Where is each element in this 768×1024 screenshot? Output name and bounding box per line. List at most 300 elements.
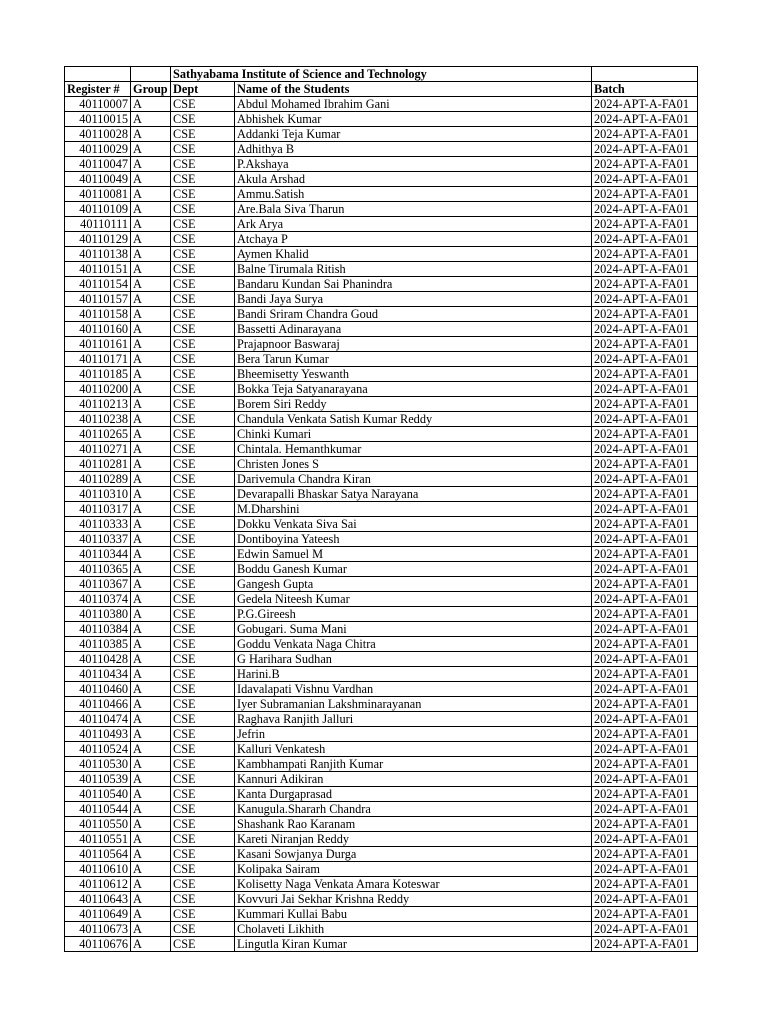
group-cell: A (131, 607, 171, 622)
batch-cell: 2024-APT-A-FA01 (592, 352, 698, 367)
batch-cell: 2024-APT-A-FA01 (592, 217, 698, 232)
table-row (65, 502, 698, 517)
dept-cell: CSE (171, 157, 235, 172)
name-cell: Bandi Sriram Chandra Goud (235, 307, 592, 322)
batch-cell: 2024-APT-A-FA01 (592, 907, 698, 922)
register-cell: 40110238 (65, 412, 131, 427)
batch-cell: 2024-APT-A-FA01 (592, 697, 698, 712)
dept-cell: CSE (171, 622, 235, 637)
name-cell: Bassetti Adinarayana (235, 322, 592, 337)
group-cell: A (131, 442, 171, 457)
table-row (65, 877, 698, 892)
table-row (65, 172, 698, 187)
group-cell: A (131, 97, 171, 112)
table-row (65, 712, 698, 727)
register-cell: 40110015 (65, 112, 131, 127)
group-cell: A (131, 187, 171, 202)
group-cell: A (131, 547, 171, 562)
register-cell: 40110337 (65, 532, 131, 547)
name-cell: Kanta Durgaprasad (235, 787, 592, 802)
batch-cell: 2024-APT-A-FA01 (592, 427, 698, 442)
register-cell: 40110551 (65, 832, 131, 847)
group-cell: A (131, 667, 171, 682)
dept-cell: CSE (171, 232, 235, 247)
student-table-body (65, 67, 698, 952)
dept-cell: CSE (171, 292, 235, 307)
table-row (65, 322, 698, 337)
batch-cell: 2024-APT-A-FA01 (592, 847, 698, 862)
header-batch: Batch (592, 82, 698, 97)
table-row (65, 202, 698, 217)
batch-cell: 2024-APT-A-FA01 (592, 802, 698, 817)
register-cell: 40110649 (65, 907, 131, 922)
batch-cell: 2024-APT-A-FA01 (592, 112, 698, 127)
name-cell: Boddu Ganesh Kumar (235, 562, 592, 577)
group-cell: A (131, 352, 171, 367)
register-cell: 40110344 (65, 547, 131, 562)
table-row (65, 382, 698, 397)
name-cell: Chinki Kumari (235, 427, 592, 442)
table-row (65, 637, 698, 652)
name-cell: Darivemula Chandra Kiran (235, 472, 592, 487)
dept-cell: CSE (171, 127, 235, 142)
dept-cell: CSE (171, 307, 235, 322)
group-cell: A (131, 502, 171, 517)
table-row (65, 817, 698, 832)
register-cell: 40110160 (65, 322, 131, 337)
header-name: Name of the Students (235, 82, 592, 97)
dept-cell: CSE (171, 352, 235, 367)
name-cell: Kalluri Venkatesh (235, 742, 592, 757)
register-cell: 40110544 (65, 802, 131, 817)
group-cell: A (131, 277, 171, 292)
name-cell: Idavalapati Vishnu Vardhan (235, 682, 592, 697)
group-cell: A (131, 892, 171, 907)
group-cell: A (131, 742, 171, 757)
batch-cell: 2024-APT-A-FA01 (592, 127, 698, 142)
table-row (65, 277, 698, 292)
table-row (65, 157, 698, 172)
group-cell: A (131, 112, 171, 127)
dept-cell: CSE (171, 427, 235, 442)
batch-cell: 2024-APT-A-FA01 (592, 757, 698, 772)
table-row (65, 847, 698, 862)
name-cell: Kanugula.Shararh Chandra (235, 802, 592, 817)
table-row (65, 652, 698, 667)
register-cell: 40110185 (65, 367, 131, 382)
name-cell: Jefrin (235, 727, 592, 742)
name-cell: Atchaya P (235, 232, 592, 247)
table-row (65, 697, 698, 712)
group-cell: A (131, 247, 171, 262)
batch-cell: 2024-APT-A-FA01 (592, 517, 698, 532)
dept-cell: CSE (171, 772, 235, 787)
batch-cell: 2024-APT-A-FA01 (592, 367, 698, 382)
table-row (65, 547, 698, 562)
batch-cell: 2024-APT-A-FA01 (592, 817, 698, 832)
group-cell: A (131, 922, 171, 937)
group-cell: A (131, 427, 171, 442)
name-cell: Devarapalli Bhaskar Satya Narayana (235, 487, 592, 502)
name-cell: Gobugari. Suma Mani (235, 622, 592, 637)
batch-cell: 2024-APT-A-FA01 (592, 487, 698, 502)
table-row (65, 787, 698, 802)
table-row (65, 742, 698, 757)
name-cell: Kasani Sowjanya Durga (235, 847, 592, 862)
group-cell: A (131, 562, 171, 577)
table-row (65, 607, 698, 622)
table-row (65, 472, 698, 487)
register-cell: 40110380 (65, 607, 131, 622)
name-cell: Raghava Ranjith Jalluri (235, 712, 592, 727)
name-cell: Kambhampati Ranjith Kumar (235, 757, 592, 772)
table-row (65, 442, 698, 457)
dept-cell: CSE (171, 577, 235, 592)
table-row (65, 622, 698, 637)
name-cell: Chandula Venkata Satish Kumar Reddy (235, 412, 592, 427)
name-cell: M.Dharshini (235, 502, 592, 517)
batch-cell: 2024-APT-A-FA01 (592, 547, 698, 562)
dept-cell: CSE (171, 652, 235, 667)
name-cell: Prajapnoor Baswaraj (235, 337, 592, 352)
name-cell: Edwin Samuel M (235, 547, 592, 562)
dept-cell: CSE (171, 907, 235, 922)
batch-cell: 2024-APT-A-FA01 (592, 622, 698, 637)
dept-cell: CSE (171, 862, 235, 877)
group-cell: A (131, 847, 171, 862)
group-cell: A (131, 652, 171, 667)
group-cell: A (131, 772, 171, 787)
register-cell: 40110676 (65, 937, 131, 952)
batch-cell: 2024-APT-A-FA01 (592, 247, 698, 262)
header-register: Register # (65, 82, 131, 97)
table-row (65, 487, 698, 502)
title-blank-cell (592, 67, 698, 82)
group-cell: A (131, 337, 171, 352)
register-cell: 40110530 (65, 757, 131, 772)
batch-cell: 2024-APT-A-FA01 (592, 457, 698, 472)
group-cell: A (131, 262, 171, 277)
register-cell: 40110158 (65, 307, 131, 322)
group-cell: A (131, 877, 171, 892)
batch-cell: 2024-APT-A-FA01 (592, 877, 698, 892)
batch-cell: 2024-APT-A-FA01 (592, 772, 698, 787)
group-cell: A (131, 907, 171, 922)
batch-cell: 2024-APT-A-FA01 (592, 562, 698, 577)
name-cell: Harini.B (235, 667, 592, 682)
table-row (65, 127, 698, 142)
dept-cell: CSE (171, 787, 235, 802)
batch-cell: 2024-APT-A-FA01 (592, 262, 698, 277)
name-cell: Dontiboyina Yateesh (235, 532, 592, 547)
name-cell: Gangesh Gupta (235, 577, 592, 592)
batch-cell: 2024-APT-A-FA01 (592, 337, 698, 352)
dept-cell: CSE (171, 487, 235, 502)
name-cell: Bandaru Kundan Sai Phanindra (235, 277, 592, 292)
batch-cell: 2024-APT-A-FA01 (592, 607, 698, 622)
name-cell: Abdul Mohamed Ibrahim Gani (235, 97, 592, 112)
dept-cell: CSE (171, 472, 235, 487)
table-row (65, 367, 698, 382)
dept-cell: CSE (171, 337, 235, 352)
group-cell: A (131, 727, 171, 742)
register-cell: 40110129 (65, 232, 131, 247)
register-cell: 40110643 (65, 892, 131, 907)
batch-cell: 2024-APT-A-FA01 (592, 232, 698, 247)
register-cell: 40110151 (65, 262, 131, 277)
name-cell: Ammu.Satish (235, 187, 592, 202)
register-cell: 40110281 (65, 457, 131, 472)
name-cell: Are.Bala Siva Tharun (235, 202, 592, 217)
name-cell: Kovvuri Jai Sekhar Krishna Reddy (235, 892, 592, 907)
batch-cell: 2024-APT-A-FA01 (592, 637, 698, 652)
dept-cell: CSE (171, 742, 235, 757)
name-cell: Iyer Subramanian Lakshminarayanan (235, 697, 592, 712)
name-cell: Addanki Teja Kumar (235, 127, 592, 142)
name-cell: Kolipaka Sairam (235, 862, 592, 877)
dept-cell: CSE (171, 697, 235, 712)
dept-cell: CSE (171, 607, 235, 622)
register-cell: 40110265 (65, 427, 131, 442)
title-blank-cell (65, 67, 131, 82)
name-cell: Balne Tirumala Ritish (235, 262, 592, 277)
group-cell: A (131, 937, 171, 952)
group-cell: A (131, 232, 171, 247)
name-cell: Cholaveti Likhith (235, 922, 592, 937)
batch-cell: 2024-APT-A-FA01 (592, 832, 698, 847)
group-cell: A (131, 622, 171, 637)
batch-cell: 2024-APT-A-FA01 (592, 922, 698, 937)
register-cell: 40110049 (65, 172, 131, 187)
dept-cell: CSE (171, 367, 235, 382)
table-row (65, 592, 698, 607)
dept-cell: CSE (171, 112, 235, 127)
table-row (65, 517, 698, 532)
register-cell: 40110434 (65, 667, 131, 682)
register-cell: 40110493 (65, 727, 131, 742)
table-row (65, 337, 698, 352)
register-cell: 40110524 (65, 742, 131, 757)
dept-cell: CSE (171, 457, 235, 472)
table-row (65, 427, 698, 442)
table-row (65, 667, 698, 682)
title-blank-cell (131, 67, 171, 82)
table-row (65, 232, 698, 247)
batch-cell: 2024-APT-A-FA01 (592, 532, 698, 547)
batch-cell: 2024-APT-A-FA01 (592, 667, 698, 682)
batch-cell: 2024-APT-A-FA01 (592, 277, 698, 292)
register-cell: 40110612 (65, 877, 131, 892)
student-table (64, 66, 698, 952)
register-cell: 40110564 (65, 847, 131, 862)
register-cell: 40110081 (65, 187, 131, 202)
name-cell: Bokka Teja Satyanarayana (235, 382, 592, 397)
table-row (65, 757, 698, 772)
name-cell: Christen Jones S (235, 457, 592, 472)
batch-cell: 2024-APT-A-FA01 (592, 577, 698, 592)
group-cell: A (131, 457, 171, 472)
group-cell: A (131, 682, 171, 697)
batch-cell: 2024-APT-A-FA01 (592, 202, 698, 217)
table-row (65, 832, 698, 847)
register-cell: 40110213 (65, 397, 131, 412)
register-cell: 40110474 (65, 712, 131, 727)
group-cell: A (131, 217, 171, 232)
dept-cell: CSE (171, 247, 235, 262)
table-row (65, 142, 698, 157)
name-cell: Ark Arya (235, 217, 592, 232)
register-cell: 40110540 (65, 787, 131, 802)
register-cell: 40110550 (65, 817, 131, 832)
table-row (65, 112, 698, 127)
dept-cell: CSE (171, 727, 235, 742)
register-cell: 40110466 (65, 697, 131, 712)
batch-cell: 2024-APT-A-FA01 (592, 142, 698, 157)
dept-cell: CSE (171, 322, 235, 337)
dept-cell: CSE (171, 217, 235, 232)
group-cell: A (131, 127, 171, 142)
dept-cell: CSE (171, 562, 235, 577)
batch-cell: 2024-APT-A-FA01 (592, 937, 698, 952)
batch-cell: 2024-APT-A-FA01 (592, 382, 698, 397)
table-row (65, 352, 698, 367)
table-row (65, 577, 698, 592)
dept-cell: CSE (171, 712, 235, 727)
name-cell: P.G.Gireesh (235, 607, 592, 622)
batch-cell: 2024-APT-A-FA01 (592, 712, 698, 727)
name-cell: Adhithya B (235, 142, 592, 157)
batch-cell: 2024-APT-A-FA01 (592, 787, 698, 802)
dept-cell: CSE (171, 202, 235, 217)
group-cell: A (131, 322, 171, 337)
dept-cell: CSE (171, 682, 235, 697)
batch-cell: 2024-APT-A-FA01 (592, 442, 698, 457)
register-cell: 40110138 (65, 247, 131, 262)
name-cell: Lingutla Kiran Kumar (235, 937, 592, 952)
batch-cell: 2024-APT-A-FA01 (592, 862, 698, 877)
name-cell: Aymen Khalid (235, 247, 592, 262)
batch-cell: 2024-APT-A-FA01 (592, 307, 698, 322)
dept-cell: CSE (171, 877, 235, 892)
table-row (65, 892, 698, 907)
group-cell: A (131, 832, 171, 847)
group-cell: A (131, 577, 171, 592)
batch-cell: 2024-APT-A-FA01 (592, 157, 698, 172)
table-row (65, 412, 698, 427)
table-row (65, 922, 698, 937)
dept-cell: CSE (171, 187, 235, 202)
table-row (65, 97, 698, 112)
register-cell: 40110109 (65, 202, 131, 217)
table-row (65, 532, 698, 547)
batch-cell: 2024-APT-A-FA01 (592, 472, 698, 487)
register-cell: 40110310 (65, 487, 131, 502)
group-cell: A (131, 757, 171, 772)
name-cell: Bera Tarun Kumar (235, 352, 592, 367)
table-row (65, 247, 698, 262)
register-cell: 40110111 (65, 217, 131, 232)
group-cell: A (131, 637, 171, 652)
register-cell: 40110374 (65, 592, 131, 607)
group-cell: A (131, 412, 171, 427)
register-cell: 40110271 (65, 442, 131, 457)
batch-cell: 2024-APT-A-FA01 (592, 682, 698, 697)
dept-cell: CSE (171, 892, 235, 907)
dept-cell: CSE (171, 637, 235, 652)
batch-cell: 2024-APT-A-FA01 (592, 97, 698, 112)
dept-cell: CSE (171, 802, 235, 817)
name-cell: Dokku Venkata Siva Sai (235, 517, 592, 532)
batch-cell: 2024-APT-A-FA01 (592, 742, 698, 757)
dept-cell: CSE (171, 847, 235, 862)
dept-cell: CSE (171, 532, 235, 547)
register-cell: 40110673 (65, 922, 131, 937)
table-row (65, 772, 698, 787)
group-cell: A (131, 817, 171, 832)
name-cell: Borem Siri Reddy (235, 397, 592, 412)
table-row (65, 262, 698, 277)
register-cell: 40110007 (65, 97, 131, 112)
name-cell: G Harihara Sudhan (235, 652, 592, 667)
table-row (65, 397, 698, 412)
dept-cell: CSE (171, 517, 235, 532)
register-cell: 40110154 (65, 277, 131, 292)
dept-cell: CSE (171, 442, 235, 457)
group-cell: A (131, 472, 171, 487)
register-cell: 40110171 (65, 352, 131, 367)
group-cell: A (131, 202, 171, 217)
group-cell: A (131, 367, 171, 382)
group-cell: A (131, 382, 171, 397)
dept-cell: CSE (171, 592, 235, 607)
group-cell: A (131, 157, 171, 172)
name-cell: Bheemisetty Yeswanth (235, 367, 592, 382)
table-row (65, 862, 698, 877)
name-cell: Abhishek Kumar (235, 112, 592, 127)
dept-cell: CSE (171, 502, 235, 517)
group-cell: A (131, 142, 171, 157)
group-cell: A (131, 862, 171, 877)
name-cell: Kummari Kullai Babu (235, 907, 592, 922)
group-cell: A (131, 592, 171, 607)
register-cell: 40110200 (65, 382, 131, 397)
group-cell: A (131, 802, 171, 817)
table-row (65, 187, 698, 202)
table-row (65, 727, 698, 742)
table-row (65, 802, 698, 817)
name-cell: Goddu Venkata Naga Chitra (235, 637, 592, 652)
batch-cell: 2024-APT-A-FA01 (592, 322, 698, 337)
register-cell: 40110161 (65, 337, 131, 352)
dept-cell: CSE (171, 922, 235, 937)
register-cell: 40110460 (65, 682, 131, 697)
table-row (65, 457, 698, 472)
name-cell: Shashank Rao Karanam (235, 817, 592, 832)
batch-cell: 2024-APT-A-FA01 (592, 592, 698, 607)
register-cell: 40110029 (65, 142, 131, 157)
group-cell: A (131, 307, 171, 322)
name-cell: Bandi Jaya Surya (235, 292, 592, 307)
group-cell: A (131, 697, 171, 712)
table-row (65, 562, 698, 577)
dept-cell: CSE (171, 757, 235, 772)
name-cell: Kannuri Adikiran (235, 772, 592, 787)
register-cell: 40110157 (65, 292, 131, 307)
register-cell: 40110385 (65, 637, 131, 652)
name-cell: Kolisetty Naga Venkata Amara Koteswar (235, 877, 592, 892)
table-row (65, 937, 698, 952)
register-cell: 40110028 (65, 127, 131, 142)
